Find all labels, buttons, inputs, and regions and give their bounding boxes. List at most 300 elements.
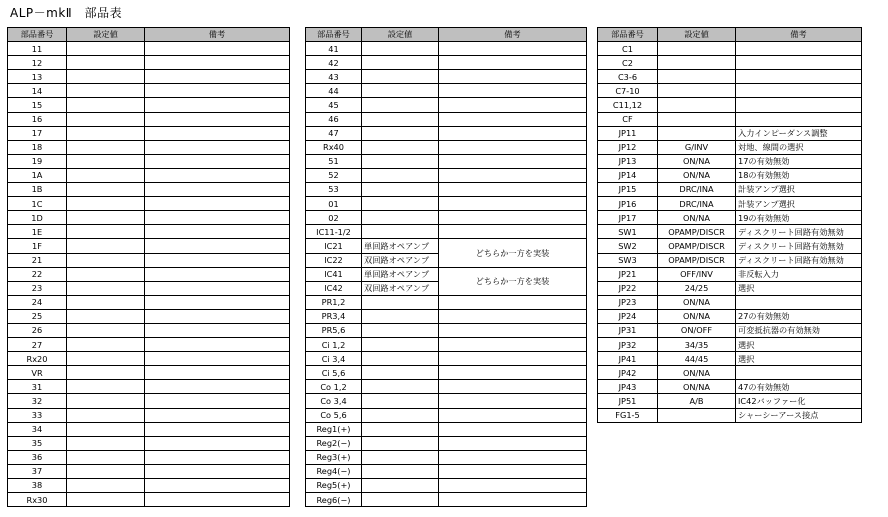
- part-number-cell: 22: [8, 267, 67, 281]
- part-number-cell: 53: [306, 183, 362, 197]
- table-row: [306, 239, 587, 253]
- remarks-cell: 選択: [736, 338, 862, 352]
- table-row: [598, 267, 862, 281]
- remarks-cell: [736, 98, 862, 112]
- remarks-cell: [439, 352, 587, 366]
- part-number-cell: JP43: [598, 380, 658, 394]
- part-number-cell: 24: [8, 295, 67, 309]
- part-number-cell: JP11: [598, 126, 658, 140]
- table-row: [8, 464, 290, 478]
- setting-cell: [362, 84, 439, 98]
- remarks-cell: [145, 493, 290, 507]
- part-number-cell: JP15: [598, 183, 658, 197]
- part-number-cell: SW1: [598, 225, 658, 239]
- remarks-cell: [439, 380, 587, 394]
- remarks-cell: 対地、線間の選択: [736, 140, 862, 154]
- part-number-cell: JP12: [598, 140, 658, 154]
- setting-cell: [362, 70, 439, 84]
- part-number-cell: IC42: [306, 281, 362, 295]
- setting-cell: OFF/INV: [658, 267, 736, 281]
- table-row: [306, 479, 587, 493]
- part-number-cell: JP24: [598, 309, 658, 323]
- table-row: [598, 98, 862, 112]
- part-number-cell: Co 3,4: [306, 394, 362, 408]
- part-number-cell: 1B: [8, 183, 67, 197]
- table-row: [598, 126, 862, 140]
- setting-cell: [67, 295, 145, 309]
- remarks-cell: 選択: [736, 281, 862, 295]
- remarks-cell: [439, 98, 587, 112]
- setting-cell: DRC/INA: [658, 197, 736, 211]
- setting-cell: [362, 140, 439, 154]
- setting-cell: ON/NA: [658, 366, 736, 380]
- remarks-cell: [439, 183, 587, 197]
- part-number-cell: 19: [8, 154, 67, 168]
- part-number-cell: PR5,6: [306, 323, 362, 337]
- remarks-cell: 選択: [736, 352, 862, 366]
- table-row: [598, 380, 862, 394]
- setting-cell: DRC/INA: [658, 183, 736, 197]
- header-part-number: 部品番号: [598, 28, 658, 42]
- setting-cell: [362, 56, 439, 70]
- setting-cell: [67, 309, 145, 323]
- table-row: [598, 197, 862, 211]
- table-row: [8, 126, 290, 140]
- table-row: [8, 394, 290, 408]
- table-row: [306, 168, 587, 182]
- table-row: [8, 422, 290, 436]
- remarks-cell: [145, 168, 290, 182]
- part-number-cell: JP41: [598, 352, 658, 366]
- setting-cell: [362, 493, 439, 507]
- table-row: [306, 84, 587, 98]
- setting-cell: OPAMP/DISCR: [658, 253, 736, 267]
- part-number-cell: 11: [8, 42, 67, 56]
- remarks-cell: 計装アンプ選択: [736, 197, 862, 211]
- remarks-cell: [145, 352, 290, 366]
- remarks-cell: [439, 56, 587, 70]
- part-number-cell: 37: [8, 464, 67, 478]
- setting-cell: [362, 394, 439, 408]
- table-row: [8, 352, 290, 366]
- table-row: [306, 352, 587, 366]
- table-row: [306, 126, 587, 140]
- part-number-cell: 27: [8, 338, 67, 352]
- remarks-cell: [439, 154, 587, 168]
- part-number-cell: JP42: [598, 366, 658, 380]
- part-number-cell: 01: [306, 197, 362, 211]
- setting-cell: [67, 450, 145, 464]
- setting-cell: [362, 352, 439, 366]
- part-number-cell: Ci 3,4: [306, 352, 362, 366]
- setting-cell: [362, 42, 439, 56]
- table-row: [8, 408, 290, 422]
- remarks-cell: [439, 140, 587, 154]
- table-row: [8, 98, 290, 112]
- setting-cell: [67, 112, 145, 126]
- remarks-cell: 非反転入力: [736, 267, 862, 281]
- remarks-cell: [145, 183, 290, 197]
- part-number-cell: JP17: [598, 211, 658, 225]
- setting-cell: [67, 323, 145, 337]
- remarks-cell: [145, 338, 290, 352]
- setting-cell: [67, 140, 145, 154]
- remarks-cell: [145, 84, 290, 98]
- table-row: [598, 253, 862, 267]
- part-number-cell: Co 1,2: [306, 380, 362, 394]
- remarks-cell: [145, 126, 290, 140]
- table-row: [306, 295, 587, 309]
- table-row: [8, 197, 290, 211]
- setting-cell: 44/45: [658, 352, 736, 366]
- remarks-cell: [145, 239, 290, 253]
- table-row: [8, 56, 290, 70]
- table-row: [306, 267, 587, 281]
- setting-cell: [67, 239, 145, 253]
- part-number-cell: C1: [598, 42, 658, 56]
- setting-cell: 双回路オペアンプ: [362, 281, 439, 295]
- table-row: [8, 366, 290, 380]
- table-row: [306, 225, 587, 239]
- table-row: [598, 366, 862, 380]
- part-number-cell: Ci 5,6: [306, 366, 362, 380]
- table-row: [8, 42, 290, 56]
- table-row: [8, 281, 290, 295]
- part-number-cell: FG1-5: [598, 408, 658, 422]
- remarks-cell: [736, 295, 862, 309]
- setting-cell: [362, 422, 439, 436]
- remarks-cell: [145, 479, 290, 493]
- setting-cell: [67, 394, 145, 408]
- remarks-cell: [439, 225, 587, 239]
- remarks-cell: ディスクリート回路有効無効: [736, 239, 862, 253]
- remarks-cell: 18の有効無効: [736, 168, 862, 182]
- remarks-cell: ディスクリート回路有効無効: [736, 253, 862, 267]
- remarks-cell: [439, 112, 587, 126]
- part-number-cell: 36: [8, 450, 67, 464]
- setting-cell: 34/35: [658, 338, 736, 352]
- table-row: [306, 338, 587, 352]
- setting-cell: [362, 309, 439, 323]
- table-row: [306, 464, 587, 478]
- remarks-cell: [145, 140, 290, 154]
- part-number-cell: JP31: [598, 323, 658, 337]
- header-remarks: 備考: [439, 28, 587, 42]
- remarks-cell: [736, 84, 862, 98]
- part-number-cell: IC21: [306, 239, 362, 253]
- setting-cell: ON/NA: [658, 309, 736, 323]
- setting-cell: 24/25: [658, 281, 736, 295]
- part-number-cell: JP21: [598, 267, 658, 281]
- part-number-cell: JP32: [598, 338, 658, 352]
- part-number-cell: PR3,4: [306, 309, 362, 323]
- table-row: [306, 309, 587, 323]
- remarks-cell: 17の有効無効: [736, 154, 862, 168]
- part-number-cell: 33: [8, 408, 67, 422]
- setting-cell: [67, 281, 145, 295]
- part-number-cell: IC22: [306, 253, 362, 267]
- remarks-cell: [145, 98, 290, 112]
- part-number-cell: Reg3(+): [306, 450, 362, 464]
- remarks-cell: [736, 70, 862, 84]
- part-number-cell: JP51: [598, 394, 658, 408]
- table-row: [306, 450, 587, 464]
- remarks-cell: [145, 56, 290, 70]
- table-row: [306, 422, 587, 436]
- remarks-cell: [145, 436, 290, 450]
- part-number-cell: Reg2(−): [306, 436, 362, 450]
- remarks-cell: [145, 267, 290, 281]
- table-row: [598, 112, 862, 126]
- setting-cell: [658, 126, 736, 140]
- table-row: [8, 493, 290, 507]
- setting-cell: [67, 42, 145, 56]
- setting-cell: 単回路オペアンプ: [362, 267, 439, 281]
- remarks-cell: IC42バッファー化: [736, 394, 862, 408]
- setting-cell: [67, 168, 145, 182]
- header-remarks: 備考: [736, 28, 862, 42]
- part-number-cell: C11,12: [598, 98, 658, 112]
- remarks-cell: 27の有効無効: [736, 309, 862, 323]
- remarks-cell: [439, 211, 587, 225]
- part-number-cell: SW3: [598, 253, 658, 267]
- table-row: [598, 168, 862, 182]
- part-number-cell: JP14: [598, 168, 658, 182]
- table-row: [598, 408, 862, 422]
- table-row: [8, 323, 290, 337]
- table-row: [598, 225, 862, 239]
- table-row: [8, 168, 290, 182]
- setting-cell: [658, 84, 736, 98]
- table-row: [8, 225, 290, 239]
- remarks-cell: 入力インピーダンス調整: [736, 126, 862, 140]
- setting-cell: [658, 70, 736, 84]
- remarks-cell: [439, 338, 587, 352]
- part-number-cell: Co 5,6: [306, 408, 362, 422]
- table-row: [8, 140, 290, 154]
- remarks-cell: [439, 450, 587, 464]
- table-row: [8, 112, 290, 126]
- setting-cell: 双回路オペアンプ: [362, 253, 439, 267]
- remarks-cell: [145, 42, 290, 56]
- table-row: [8, 295, 290, 309]
- setting-cell: [362, 323, 439, 337]
- remarks-cell: [145, 380, 290, 394]
- part-number-cell: JP23: [598, 295, 658, 309]
- part-number-cell: PR1,2: [306, 295, 362, 309]
- header-part-number: 部品番号: [306, 28, 362, 42]
- setting-cell: [362, 225, 439, 239]
- remarks-cell: 19の有効無効: [736, 211, 862, 225]
- setting-cell: ON/OFF: [658, 323, 736, 337]
- setting-cell: [67, 338, 145, 352]
- table-row: [8, 267, 290, 281]
- remarks-cell: [439, 408, 587, 422]
- remarks-cell: [736, 366, 862, 380]
- setting-cell: ON/NA: [658, 154, 736, 168]
- table-row: [306, 380, 587, 394]
- table-row: [598, 394, 862, 408]
- table-row: [8, 338, 290, 352]
- table-row: [598, 295, 862, 309]
- remarks-cell: [145, 211, 290, 225]
- setting-cell: [67, 70, 145, 84]
- setting-cell: [658, 408, 736, 422]
- part-number-cell: 34: [8, 422, 67, 436]
- part-number-cell: 51: [306, 154, 362, 168]
- remarks-cell: [439, 42, 587, 56]
- table-row: [8, 436, 290, 450]
- remarks-cell: [439, 422, 587, 436]
- remarks-cell: [145, 309, 290, 323]
- remarks-cell: [439, 126, 587, 140]
- header-part-number: 部品番号: [8, 28, 67, 42]
- remarks-cell: [736, 112, 862, 126]
- parts-table-2: [305, 27, 587, 507]
- document-title: ALP－mkⅡ 部品表: [10, 6, 123, 20]
- part-number-cell: VR: [8, 366, 67, 380]
- part-number-cell: 21: [8, 253, 67, 267]
- setting-cell: [67, 126, 145, 140]
- remarks-cell: [145, 154, 290, 168]
- table-row: [306, 42, 587, 56]
- remarks-cell: [439, 394, 587, 408]
- table-row: [598, 56, 862, 70]
- table-row: [306, 140, 587, 154]
- part-number-cell: 41: [306, 42, 362, 56]
- parts-table-3: [597, 27, 862, 423]
- table-row: [8, 380, 290, 394]
- table-row: [598, 70, 862, 84]
- part-number-cell: 1A: [8, 168, 67, 182]
- table-row: [598, 352, 862, 366]
- part-number-cell: Rx20: [8, 352, 67, 366]
- remarks-cell: [145, 323, 290, 337]
- part-number-cell: 1D: [8, 211, 67, 225]
- part-number-cell: IC11-1/2: [306, 225, 362, 239]
- remarks-cell: [439, 197, 587, 211]
- table-row: [598, 323, 862, 337]
- setting-cell: [67, 211, 145, 225]
- table-row: [306, 56, 587, 70]
- setting-cell: [362, 154, 439, 168]
- table-row: [306, 183, 587, 197]
- parts-table-1: [7, 27, 290, 507]
- setting-cell: [67, 154, 145, 168]
- part-number-cell: 1E: [8, 225, 67, 239]
- table-row: [8, 70, 290, 84]
- part-number-cell: C7-10: [598, 84, 658, 98]
- table-row: [598, 183, 862, 197]
- table-row: [8, 309, 290, 323]
- part-number-cell: 13: [8, 70, 67, 84]
- setting-cell: [658, 112, 736, 126]
- part-number-cell: 46: [306, 112, 362, 126]
- setting-cell: [362, 183, 439, 197]
- remarks-cell: [145, 197, 290, 211]
- setting-cell: [362, 338, 439, 352]
- part-number-cell: CF: [598, 112, 658, 126]
- setting-cell: ON/NA: [658, 168, 736, 182]
- remarks-cell: [145, 281, 290, 295]
- part-number-cell: JP16: [598, 197, 658, 211]
- remarks-cell: [439, 323, 587, 337]
- table-row: [598, 154, 862, 168]
- table-row: [306, 98, 587, 112]
- setting-cell: A/B: [658, 394, 736, 408]
- part-number-cell: 18: [8, 140, 67, 154]
- part-number-cell: 26: [8, 323, 67, 337]
- setting-cell: [658, 56, 736, 70]
- table-row: [598, 140, 862, 154]
- setting-cell: [362, 479, 439, 493]
- remarks-cell: [439, 464, 587, 478]
- setting-cell: [67, 352, 145, 366]
- part-number-cell: C3-6: [598, 70, 658, 84]
- remarks-cell: [439, 436, 587, 450]
- header-setting: 設定値: [362, 28, 439, 42]
- part-number-cell: 38: [8, 479, 67, 493]
- setting-cell: ON/NA: [658, 211, 736, 225]
- part-number-cell: 52: [306, 168, 362, 182]
- part-number-cell: JP22: [598, 281, 658, 295]
- table-row: [598, 309, 862, 323]
- setting-cell: [362, 408, 439, 422]
- table-row: [306, 408, 587, 422]
- part-number-cell: 47: [306, 126, 362, 140]
- part-number-cell: 31: [8, 380, 67, 394]
- setting-cell: [67, 197, 145, 211]
- setting-cell: [67, 464, 145, 478]
- setting-cell: [362, 436, 439, 450]
- part-number-cell: 12: [8, 56, 67, 70]
- part-number-cell: 16: [8, 112, 67, 126]
- setting-cell: [67, 436, 145, 450]
- remarks-cell: [439, 493, 587, 507]
- remarks-cell: [439, 84, 587, 98]
- setting-cell: [67, 56, 145, 70]
- part-number-cell: 45: [306, 98, 362, 112]
- remarks-cell: どちらか一方を実装: [439, 239, 587, 267]
- remarks-cell: [145, 464, 290, 478]
- remarks-cell: [439, 295, 587, 309]
- table-row: [598, 239, 862, 253]
- remarks-cell: シャーシーアース接点: [736, 408, 862, 422]
- setting-cell: G/INV: [658, 140, 736, 154]
- part-number-cell: 17: [8, 126, 67, 140]
- setting-cell: [67, 479, 145, 493]
- table-row: [8, 154, 290, 168]
- remarks-cell: [145, 70, 290, 84]
- setting-cell: [362, 168, 439, 182]
- setting-cell: [362, 126, 439, 140]
- remarks-cell: [736, 56, 862, 70]
- part-number-cell: Rx30: [8, 493, 67, 507]
- header-setting: 設定値: [67, 28, 145, 42]
- table-row: [598, 338, 862, 352]
- part-number-cell: 02: [306, 211, 362, 225]
- setting-cell: [67, 493, 145, 507]
- remarks-cell: [145, 450, 290, 464]
- table-row: [598, 281, 862, 295]
- part-number-cell: Reg4(−): [306, 464, 362, 478]
- table-row: [598, 84, 862, 98]
- part-number-cell: Rx40: [306, 140, 362, 154]
- remarks-cell: ディスクリート回路有効無効: [736, 225, 862, 239]
- setting-cell: [67, 183, 145, 197]
- setting-cell: [362, 197, 439, 211]
- part-number-cell: 1C: [8, 197, 67, 211]
